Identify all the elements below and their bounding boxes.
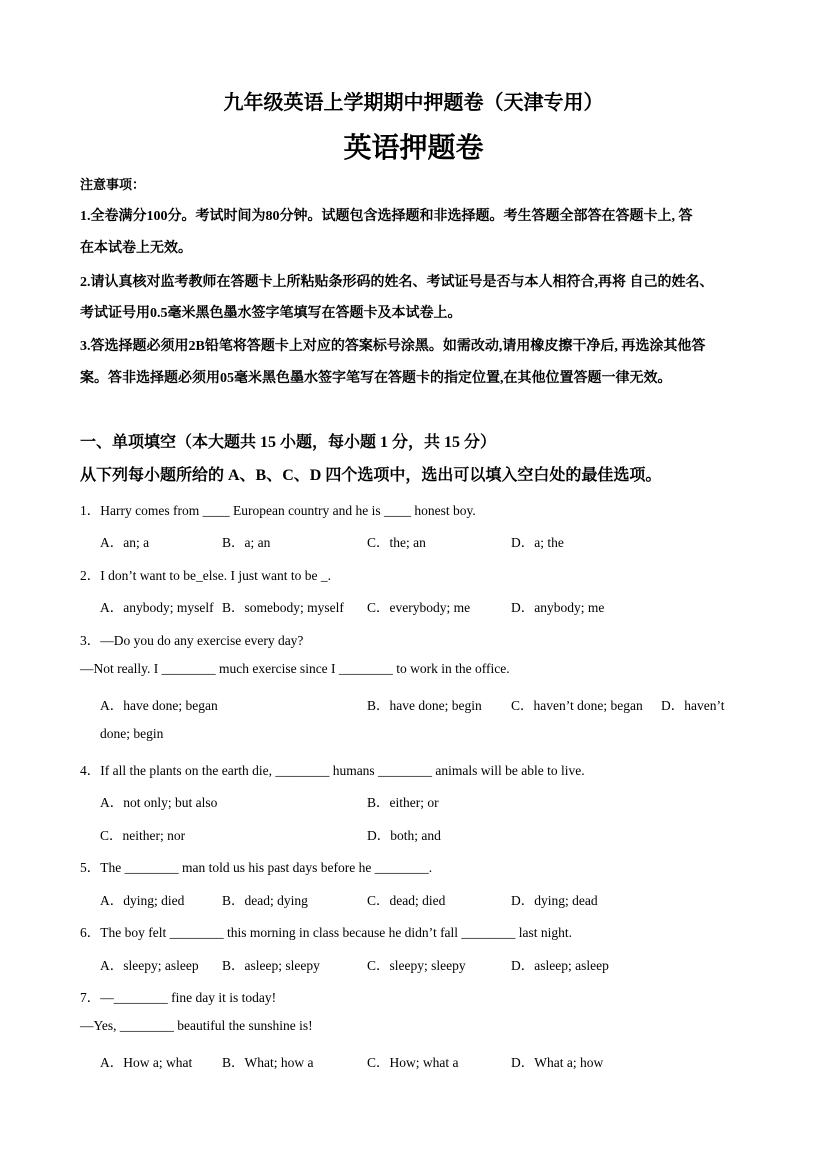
question-stem: 6．The boy felt ________ this morning in class because he didn’t fall ________ last night. [80,925,573,940]
note-line: 3.答选择题必须用2B铅笔将答题卡上对应的答案标号涂黑。如需改动,请用橡皮擦干净后, 再选涂其他答 [80,339,706,354]
option-b: B．dead; dying [222,893,308,908]
option-a: A．dying; died [100,893,185,908]
exam-title: 九年级英语上学期期中押题卷（天津专用） [223,92,604,114]
option-a: A．have done; began [100,698,218,713]
question-stem-reply: —Not really. I ________ much exercise since I ________ to work in the office. [80,661,510,676]
option-d: D．dying; dead [511,893,598,908]
option-d: D．both; and [367,828,441,843]
option-d: D．a; the [511,535,564,550]
question-stem: 2．I don’t want to be_else. I just want to be _. [80,568,331,583]
option-b: B．have done; begin [367,698,482,713]
section-instruction: 从下列每小题所给的 A、B、C、D 四个选项中，选出可以填入空白处的最佳选项。 [80,467,662,484]
note-line: 1.全卷满分100分。考试时间为80分钟。试题包含选择题和非选择题。考生答题全部答在答题卡上, 答 [80,209,693,224]
option-b: B．What; how a [222,1055,314,1070]
question-stem: 3．—Do you do any exercise every day? [80,633,304,648]
option-c: C．neither; nor [100,828,186,843]
note-line: 考试证号用0.5毫米黑色墨水签字笔填写在答题卡及本试卷上。 [80,306,462,321]
option-a: A．anybody; myself [100,600,214,615]
option-a: A．not only; but also [100,795,218,810]
option-b: B．somebody; myself [222,600,344,615]
option-c: C．How; what a [367,1055,459,1070]
notes-title: 注意事项： [80,177,146,192]
note-line: 案。答非选择题必须用05毫米黑色墨水签字笔写在答题卡的指定位置,在其他位置答题一律无效。 [80,371,672,386]
question-stem: 5．The ________ man told us his past days before he ________. [80,860,433,875]
option-d: D．asleep; asleep [511,958,609,973]
question-stem: 4．If all the plants on the earth die, ________ humans ________ animals will be able to live. [80,763,585,778]
question-stem-reply: —Yes, ________ beautiful the sunshine is! [80,1018,313,1033]
question-stem: 7．—________ fine day it is today! [80,990,277,1005]
option-a: A．How a; what [100,1055,193,1070]
note-line: 2.请认真核对监考教师在答题卡上所粘贴条形码的姓名、考试证号是否与本人相符合,再将 自己的姓名、 [80,275,714,290]
option-d: D．anybody; me [511,600,605,615]
option-c: C．sleepy; sleepy [367,958,466,973]
option-b: B．a; an [222,535,271,550]
option-c: C．haven’t done; began [511,698,643,713]
option-d-continued: done; begin [100,726,164,741]
note-line: 在本试卷上无效。 [80,241,192,256]
option-b: B．asleep; sleepy [222,958,320,973]
option-a: A．an; a [100,535,150,550]
question-stem: 1．Harry comes from ____ European country and he is ____ honest boy. [80,503,476,518]
exam-subtitle: 英语押题卷 [343,131,484,164]
option-c: C．everybody; me [367,600,471,615]
option-b: B．either; or [367,795,439,810]
section-heading: 一、单项填空（本大题共 15 小题，每小题 1 分，共 15 分） [80,434,497,451]
option-c: C．the; an [367,535,426,550]
option-d: D．What a; how [511,1055,604,1070]
option-a: A．sleepy; asleep [100,958,199,973]
option-d: D．haven’t [661,698,725,713]
option-c: C．dead; died [367,893,446,908]
